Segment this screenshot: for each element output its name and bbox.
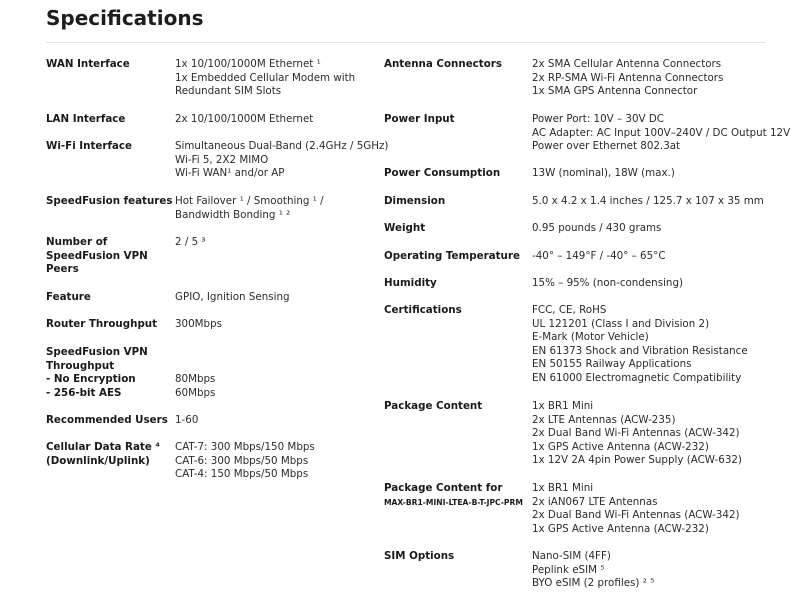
- spec-label: [384, 250, 520, 264]
- spec-value-line: 1x GPS Active Antenna (ACW-232): [532, 440, 709, 453]
- spec-label-line: Recommended Users: [46, 414, 168, 426]
- spec-value: [175, 318, 222, 332]
- spec-label-line: WAN Interface: [46, 58, 130, 70]
- spec-value-line: GPIO, Ignition Sensing: [175, 291, 290, 303]
- spec-value-line: 1x SMA GPS Antenna Connector: [532, 85, 698, 98]
- spec-label: [384, 222, 425, 236]
- spec-value-line: AC Adapter: AC Input 100V–240V / DC Output 12V: [532, 126, 791, 139]
- spec-value-line: 2x LTE Antennas (ACW-235): [532, 413, 676, 426]
- spec-value: [175, 441, 315, 482]
- spec-value: [532, 113, 790, 154]
- spec-value: [175, 373, 215, 400]
- spec-value-line: CAT-6: 300 Mbps/50 Mbps: [175, 454, 309, 467]
- spec-value-line: EN 50155 Railway Applications: [532, 358, 692, 371]
- spec-label: [46, 236, 148, 277]
- spec-label-model-line: MAX-BR1-MINI-LTEA-B-T-JPC-PRM: [384, 497, 523, 507]
- spec-value-line: BYO eSIM (2 profiles) ² ⁵: [532, 577, 655, 590]
- spec-label-line: Operating Temperature: [384, 250, 520, 262]
- spec-value: [175, 414, 198, 428]
- spec-label-line: Certifications: [384, 304, 462, 316]
- spec-value-line: 2x iAN067 LTE Antennas: [532, 495, 658, 508]
- spec-label-line: Feature: [46, 291, 91, 303]
- spec-value: [532, 400, 742, 468]
- spec-label-line: Power Input: [384, 113, 455, 125]
- spec-label-line: Package Content for: [384, 482, 503, 494]
- spec-value: [532, 167, 675, 181]
- spec-value-line: Power Port: 10V – 30V DC: [532, 113, 664, 125]
- spec-value: [532, 277, 683, 291]
- spec-value: [175, 113, 313, 127]
- spec-label-line: Number of: [46, 236, 108, 248]
- spec-value: [532, 250, 666, 264]
- spec-label-line: Router Throughput: [46, 318, 158, 330]
- spec-label: [384, 195, 445, 209]
- spec-label-line: - 256-bit AES: [46, 386, 122, 399]
- spec-label-line: Throughput: [46, 359, 115, 372]
- spec-value-line: -40° – 149°F / -40° – 65°C: [532, 250, 666, 262]
- spec-label-line: Peers: [46, 263, 79, 276]
- spec-value-line: CAT-7: 300 Mbps/150 Mbps: [175, 441, 315, 453]
- spec-label: [384, 304, 462, 318]
- page-title: Specifications: [46, 6, 204, 30]
- spec-label: [46, 346, 148, 400]
- spec-value-line: 1x GPS Active Antenna (ACW-232): [532, 522, 709, 535]
- spec-value: [175, 236, 206, 250]
- spec-value-line: EN 61000 Electromagnetic Compatibility: [532, 371, 742, 384]
- spec-label: [46, 414, 168, 428]
- spec-value-line: FCC, CE, RoHS: [532, 304, 607, 316]
- spec-value: [175, 58, 355, 99]
- spec-value: [532, 195, 764, 209]
- spec-value-line: Wi-Fi WAN¹ and/or AP: [175, 167, 285, 180]
- spec-value-line: E-Mark (Motor Vehicle): [532, 331, 649, 344]
- spec-value-line: 60Mbps: [175, 386, 216, 399]
- spec-value-line: 2x 10/100/1000M Ethernet: [175, 113, 314, 125]
- spec-value: [175, 140, 388, 181]
- spec-value-line: UL 121201 (Class I and Division 2): [532, 317, 710, 330]
- spec-label-line: Antenna Connectors: [384, 58, 502, 70]
- spec-label: [46, 195, 172, 209]
- spec-label-line: Cellular Data Rate ⁴: [46, 441, 160, 453]
- spec-value-line: Hot Failover ¹ / Smoothing ¹ /: [175, 195, 324, 207]
- spec-value-line: Redundant SIM Slots: [175, 85, 282, 98]
- spec-label-line: Power Consumption: [384, 167, 501, 179]
- spec-label: [46, 113, 125, 127]
- spec-value-line: 13W (nominal), 18W (max.): [532, 167, 675, 179]
- spec-label: [384, 277, 437, 291]
- spec-value-line: Nano-SIM (4FF): [532, 550, 611, 562]
- spec-label-line: Package Content: [384, 400, 483, 412]
- spec-value-line: Simultaneous Dual-Band (2.4GHz / 5GHz): [175, 140, 389, 152]
- spec-value-line: 2 / 5 ³: [175, 236, 206, 248]
- spec-value-line: Power over Ethernet 802.3at: [532, 140, 681, 153]
- spec-value: [532, 304, 748, 386]
- spec-value-line: Peplink eSIM ⁵: [532, 563, 605, 576]
- spec-label-line: SpeedFusion VPN: [46, 346, 148, 358]
- spec-label-line: SpeedFusion features: [46, 195, 173, 207]
- spec-value-line: 2x SMA Cellular Antenna Connectors: [532, 58, 722, 70]
- spec-value-line: CAT-4: 150 Mbps/50 Mbps: [175, 468, 309, 481]
- spec-label: [384, 400, 482, 414]
- spec-label: [384, 550, 454, 564]
- spec-label-line: Dimension: [384, 195, 446, 207]
- spec-value-line: 80Mbps: [175, 373, 216, 385]
- spec-value-line: Wi-Fi 5, 2X2 MIMO: [175, 153, 269, 166]
- spec-value-line: 1x BR1 Mini: [532, 482, 594, 494]
- spec-value-line: 0.95 pounds / 430 grams: [532, 222, 662, 234]
- spec-value-line: 1x Embedded Cellular Modem with: [175, 71, 356, 84]
- spec-label-line: (Downlink/Uplink): [46, 454, 150, 467]
- spec-value: [532, 58, 723, 99]
- spec-label: [46, 140, 132, 154]
- spec-value-line: 1x 10/100/1000M Ethernet ¹: [175, 58, 321, 70]
- spec-value-line: 1x 12V 2A 4pin Power Supply (ACW-632): [532, 454, 742, 467]
- spec-value: [175, 291, 290, 305]
- spec-label: [46, 441, 160, 468]
- spec-value-line: 15% – 95% (non-condensing): [532, 277, 684, 289]
- spec-value: [532, 482, 740, 536]
- spec-value-line: 2x Dual Band Wi-Fi Antennas (ACW-342): [532, 509, 740, 522]
- spec-label-line: Humidity: [384, 277, 437, 289]
- spec-value-line: 2x Dual Band Wi-Fi Antennas (ACW-342): [532, 427, 740, 440]
- spec-label-line: Wi-Fi Interface: [46, 140, 132, 152]
- spec-value-line: 300Mbps: [175, 318, 222, 330]
- spec-label: [46, 291, 91, 305]
- spec-value: [532, 222, 661, 236]
- spec-label-line: Weight: [384, 222, 426, 234]
- spec-label: [384, 113, 455, 127]
- spec-label-line: SIM Options: [384, 550, 455, 562]
- spec-label-line: LAN Interface: [46, 113, 126, 125]
- spec-label: [384, 58, 502, 72]
- spec-label: [384, 482, 523, 509]
- spec-label-line: SpeedFusion VPN: [46, 249, 148, 262]
- spec-value: [175, 195, 324, 222]
- spec-value-line: 5.0 x 4.2 x 1.4 inches / 125.7 x 107 x 35 mm: [532, 195, 764, 207]
- spec-value-line: EN 61373 Shock and Vibration Resistance: [532, 344, 748, 357]
- spec-label: [46, 318, 157, 332]
- spec-value-line: 1x BR1 Mini: [532, 400, 594, 412]
- spec-value-line: Bandwidth Bonding ¹ ²: [175, 208, 291, 221]
- spec-label: [384, 167, 500, 181]
- spec-value-line: 1-60: [175, 414, 199, 426]
- spec-label-line: - No Encryption: [46, 373, 136, 386]
- spec-value: [532, 550, 654, 591]
- title-divider: [46, 42, 766, 43]
- spec-value-line: 2x RP-SMA Wi-Fi Antenna Connectors: [532, 71, 724, 84]
- spec-label: [46, 58, 130, 72]
